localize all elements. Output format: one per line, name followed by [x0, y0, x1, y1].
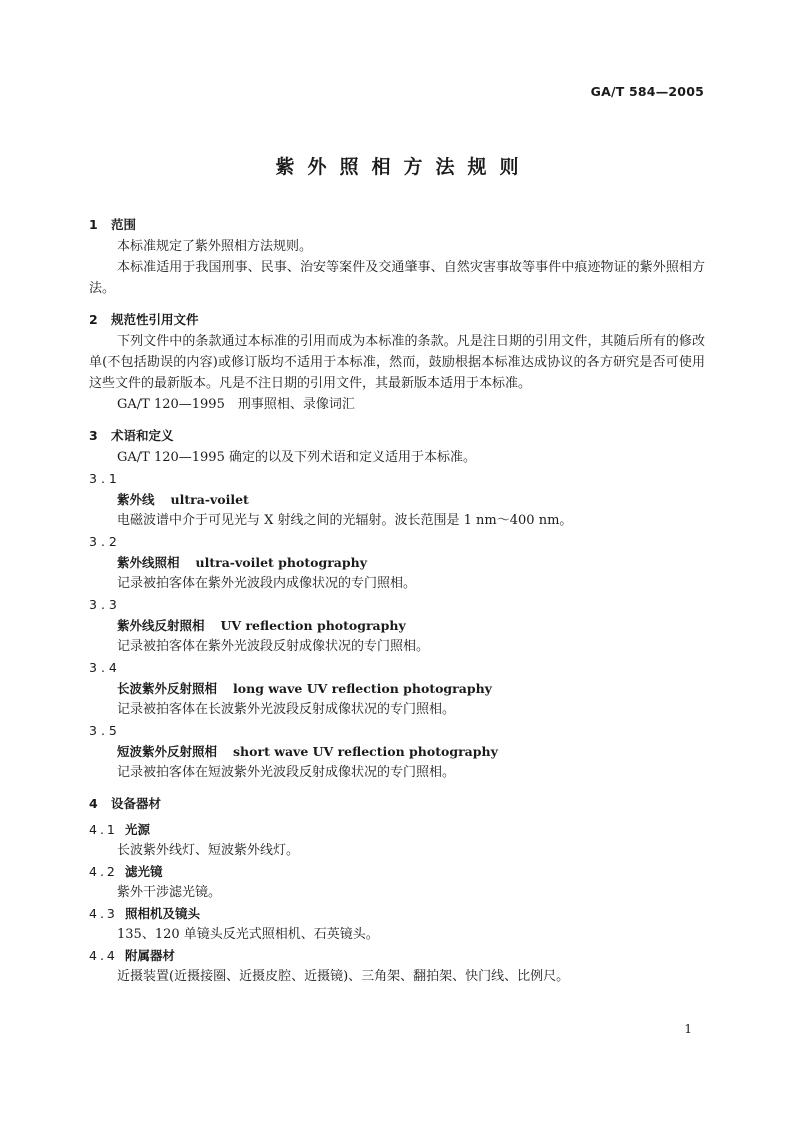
- equipment-item: [89, 819, 705, 861]
- term-name: [89, 741, 705, 762]
- section-title: 设备器材: [111, 796, 162, 811]
- subsection-heading: [89, 903, 705, 924]
- term-entry: [89, 594, 705, 657]
- standard-code: GA/T 584—2005: [590, 84, 704, 99]
- term-name: [89, 552, 705, 573]
- subsection-content: 近摄装置(近摄接圈、近摄皮腔、近摄镜)、三角架、翻拍架、快门线、比例尺。: [117, 969, 570, 984]
- term-number: 3.5: [89, 723, 121, 738]
- term-definition: 记录被拍客体在紫外光波段反射成像状况的专门照相。: [117, 639, 430, 654]
- term-definition: 记录被拍客体在紫外光波段内成像状况的专门照相。: [117, 576, 417, 591]
- subsection-number: 4.1: [89, 822, 118, 837]
- subsection-label: 光源: [125, 822, 151, 837]
- term-cn: 短波紫外反射照相: [117, 744, 218, 759]
- term-en: long wave UV reflection photography: [233, 681, 492, 696]
- subsection-label: 照相机及镜头: [125, 906, 201, 921]
- term-cn: 长波紫外反射照相: [117, 681, 218, 696]
- subsection-heading: [89, 819, 705, 840]
- section-title: 术语和定义: [111, 428, 174, 443]
- term-cn: 紫外线反射照相: [117, 618, 205, 633]
- equipment-item: [89, 861, 705, 903]
- equipment-item: [89, 945, 705, 987]
- document-body: [89, 212, 705, 987]
- term-number: 3.4: [89, 660, 121, 675]
- paragraph: GA/T 120—1995 确定的以及下列术语和定义适用于本标准。: [117, 450, 476, 465]
- page-number: 1: [684, 1022, 692, 1036]
- term-en: short wave UV reflection photography: [233, 744, 498, 759]
- paragraph: 下列文件中的条款通过本标准的引用而成为本标准的条款。凡是注日期的引用文件，其随后所有的修改单(不包括勘误的内容)或修订版均不适用于本标准，然而，鼓励根据本标准达成协议的各方研究是否可使用这些文件的最新版本。凡是不注日期的引用文件，其最新版本适用于本标准。: [89, 334, 705, 391]
- subsection-number: 4.4: [89, 948, 118, 963]
- section-heading-scope: [89, 212, 705, 236]
- subsection-content: 135、120 单镜头反光式照相机、石英镜头。: [117, 927, 379, 942]
- term-entry: [89, 468, 705, 531]
- subsection-number: 4.3: [89, 906, 118, 921]
- section-number: 1: [89, 217, 98, 232]
- term-en: ultra-voilet photography: [195, 555, 367, 570]
- term-name: [89, 489, 705, 510]
- term-number: 3.3: [89, 597, 121, 612]
- section-heading-equipment: [89, 791, 705, 815]
- term-name: [89, 678, 705, 699]
- term-en: ultra-voilet: [170, 492, 249, 507]
- term-cn: 紫外线: [117, 492, 155, 507]
- subsection-content: 长波紫外线灯、短波紫外线灯。: [117, 843, 300, 858]
- term-definition: 记录被拍客体在长波紫外光波段反射成像状况的专门照相。: [117, 702, 456, 717]
- subsection-heading: [89, 945, 705, 966]
- term-name: [89, 615, 705, 636]
- term-en: UV reflection photography: [220, 618, 406, 633]
- section-number: 3: [89, 428, 98, 443]
- paragraph: 本标准规定了紫外照相方法规则。: [117, 239, 313, 254]
- term-definition: 记录被拍客体在短波紫外光波段反射成像状况的专门照相。: [117, 765, 456, 780]
- term-entry: [89, 531, 705, 594]
- section-title: 范围: [111, 217, 137, 232]
- term-number: 3.1: [89, 471, 121, 486]
- section-title: 规范性引用文件: [111, 312, 199, 327]
- reference-entry: GA/T 120—1995 刑事照相、录像词汇: [117, 397, 355, 412]
- document-title: 紫外照相方法规则: [275, 156, 532, 178]
- term-definition: 电磁波谱中介于可见光与 X 射线之间的光辐射。波长范围是 1 nm～400 nm。: [117, 513, 573, 528]
- term-number: 3.2: [89, 534, 121, 549]
- subsection-label: 滤光镜: [125, 864, 163, 879]
- subsection-content: 紫外干涉滤光镜。: [117, 885, 222, 900]
- equipment-item: [89, 903, 705, 945]
- paragraph: 本标准适用于我国刑事、民事、治安等案件及交通肇事、自然灾害事故等事件中痕迹物证的紫外照相方法。: [89, 260, 705, 296]
- section-number: 4: [89, 796, 98, 811]
- section-heading-normative-references: [89, 307, 705, 331]
- subsection-label: 附属器材: [125, 948, 176, 963]
- subsection-heading: [89, 861, 705, 882]
- term-entry: [89, 720, 705, 783]
- section-heading-terms: [89, 423, 705, 447]
- subsection-number: 4.2: [89, 864, 118, 879]
- term-entry: [89, 657, 705, 720]
- section-number: 2: [89, 312, 98, 327]
- term-cn: 紫外线照相: [117, 555, 180, 570]
